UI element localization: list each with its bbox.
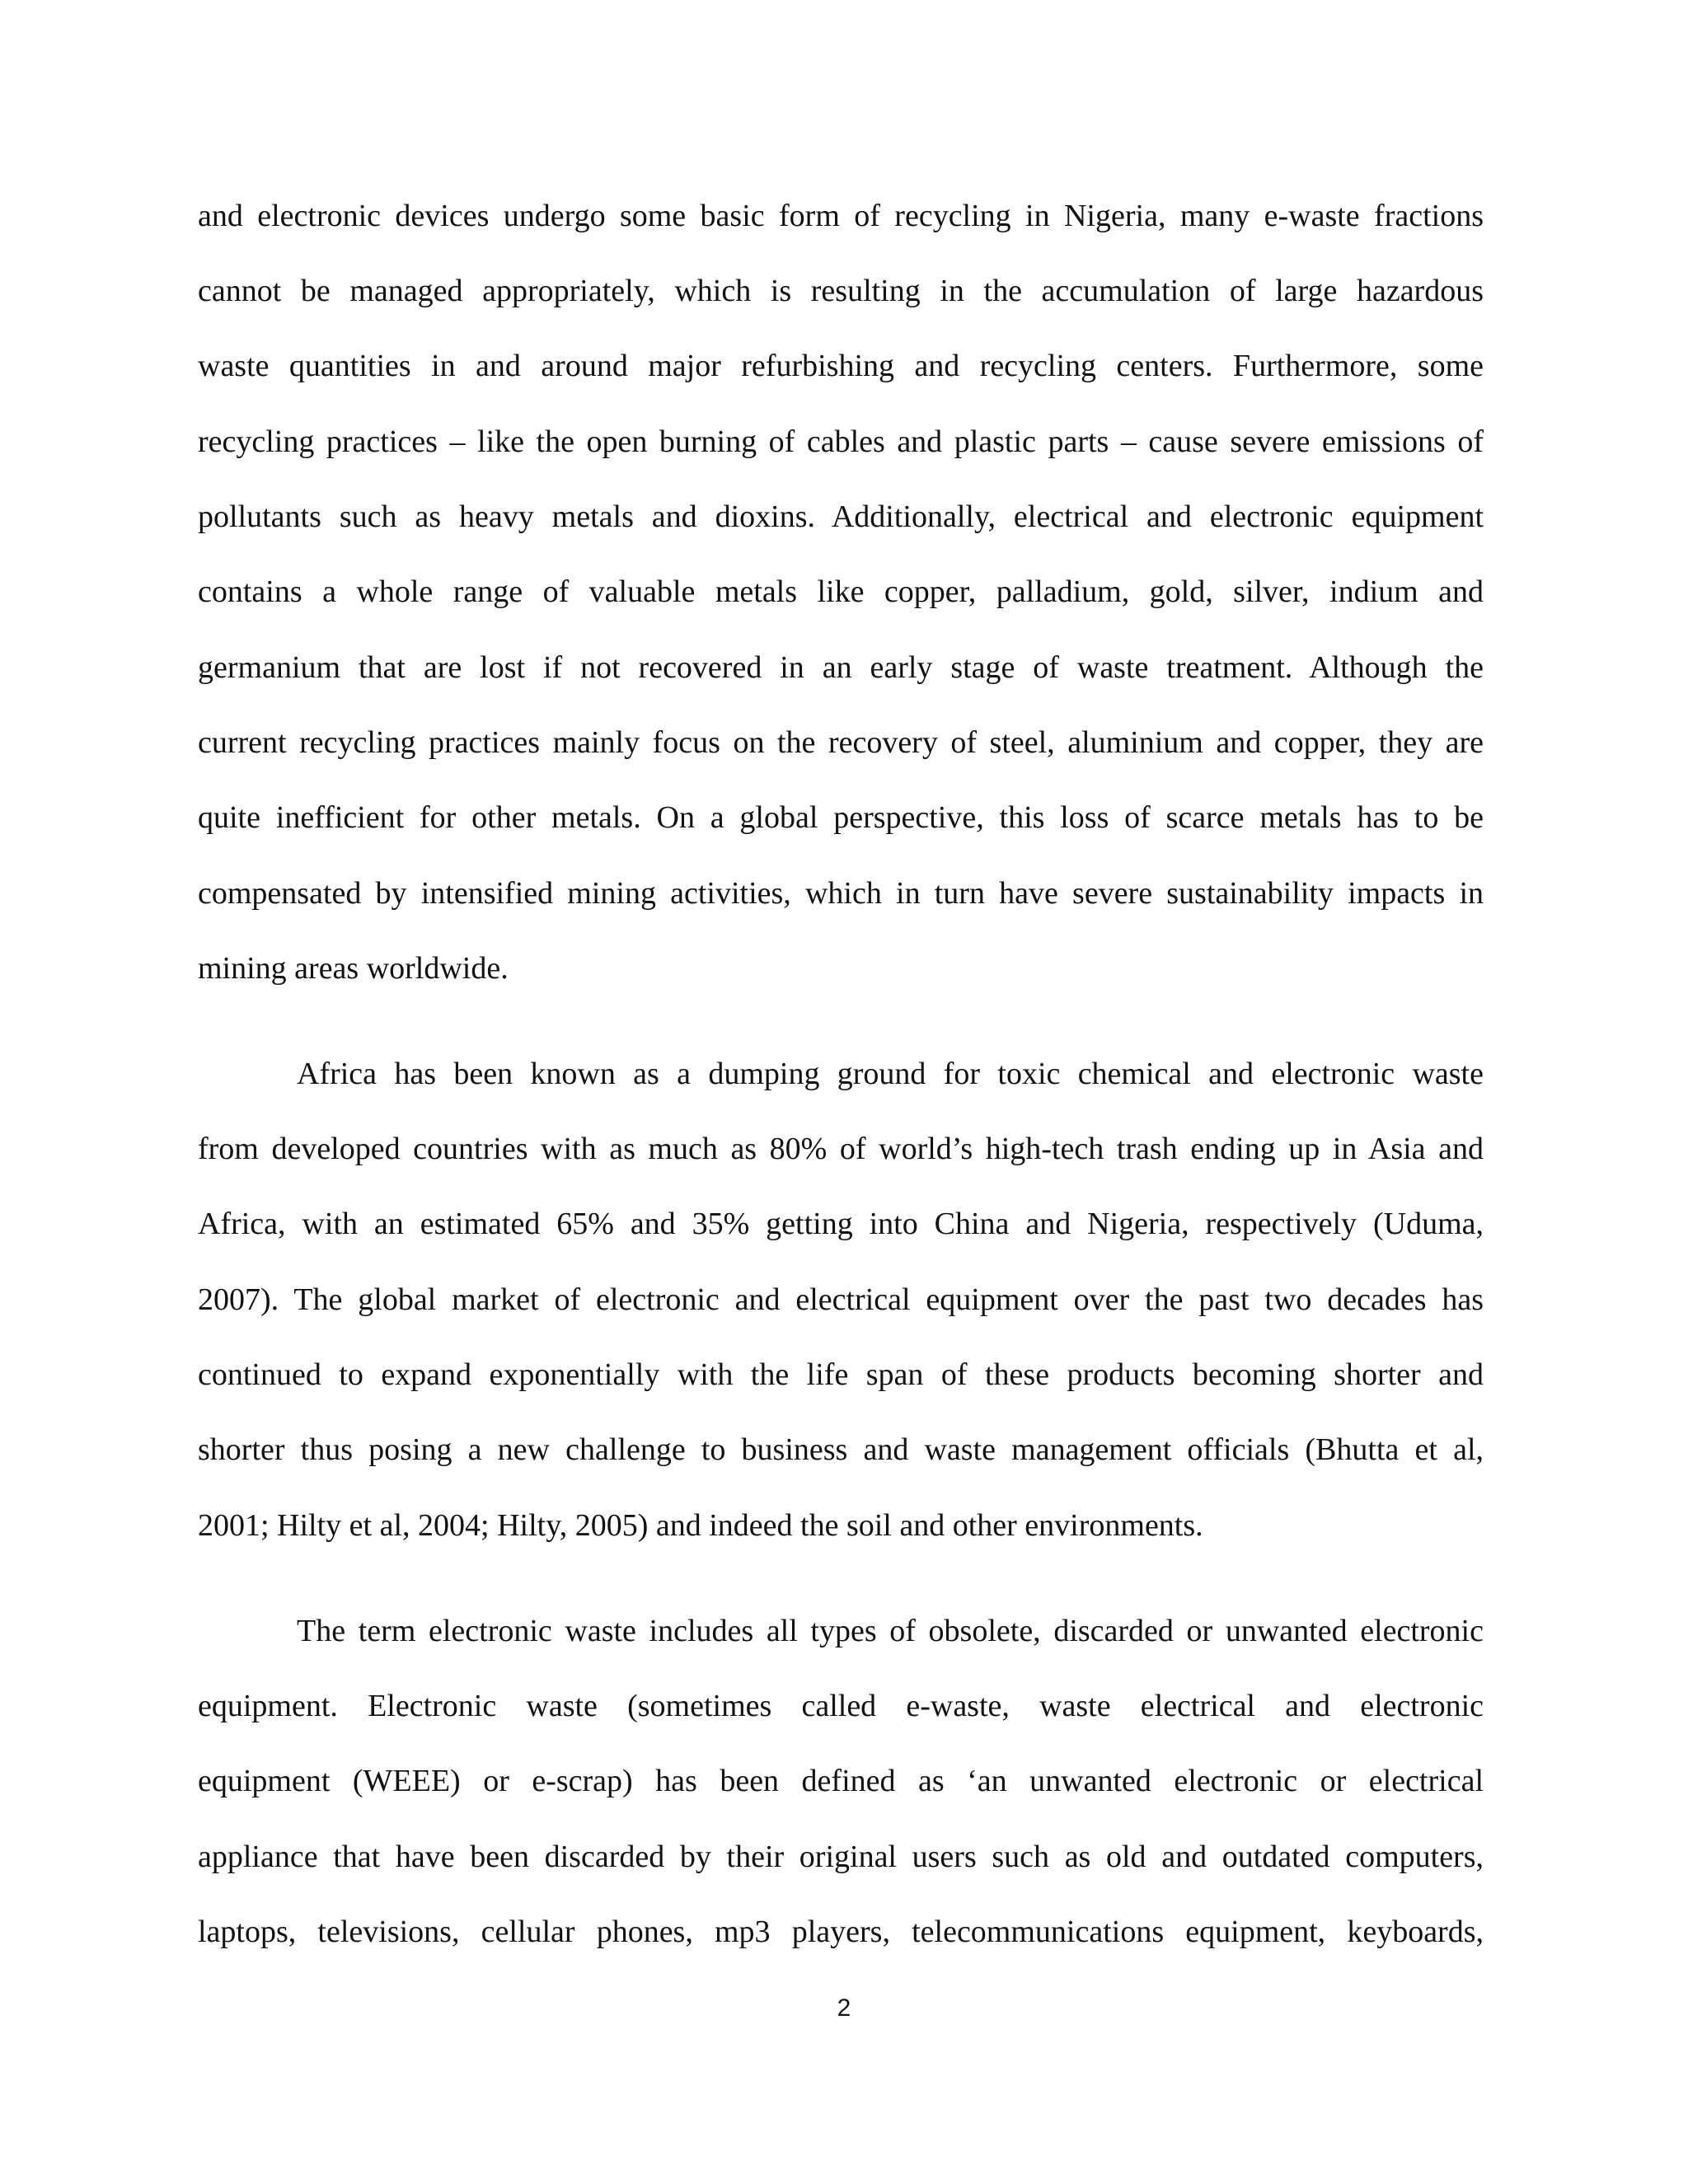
paragraph-1-line-9: quite inefficient for other metals. On a global perspective, this loss of scarce metals has to be [198, 800, 1484, 835]
paragraph-1-line-7: germanium that are lost if not recovered in an early stage of waste treatment. Although the [198, 650, 1484, 685]
paragraph-1-line-6: contains a whole range of valuable metals like copper, palladium, gold, silver, indium and [198, 574, 1484, 609]
paragraph-3-line-2: equipment. Electronic waste (sometimes called e-waste, waste electrical and electronic [198, 1689, 1484, 1723]
paragraph-1-line-2: cannot be managed appropriately, which is resulting in the accumulation of large hazardous [198, 274, 1484, 308]
paragraph-2-line-4: 2007). The global market of electronic and electrical equipment over the past two decades has [198, 1282, 1484, 1317]
paragraph-2-line-7: 2001; Hilty et al, 2004; Hilty, 2005) and indeed the soil and other environments. [198, 1508, 1203, 1543]
paragraph-3-line-4: appliance that have been discarded by their original users such as old and outdated computers, [198, 1840, 1484, 1874]
paragraph-3-line-3: equipment (WEEE) or e-scrap) has been defined as ‘an unwanted electronic or electrical [198, 1764, 1484, 1798]
paragraph-1-line-4: recycling practices – like the open burning of cables and plastic parts – cause severe emissions of [198, 424, 1484, 459]
paragraph-2-line-3: Africa, with an estimated 65% and 35% getting into China and Nigeria, respectively (Uduma, [198, 1207, 1484, 1241]
paragraph-1-line-1: and electronic devices undergo some basic form of recycling in Nigeria, many e-waste fractions [198, 199, 1484, 233]
paragraph-2-line-1: Africa has been known as a dumping ground for toxic chemical and electronic waste [297, 1057, 1484, 1091]
paragraph-1-line-8: current recycling practices mainly focus on the recovery of steel, aluminium and copper, they are [198, 725, 1484, 760]
paragraph-1-line-3: waste quantities in and around major refurbishing and recycling centers. Furthermore, some [198, 349, 1484, 383]
paragraph-3-line-1: The term electronic waste includes all types of obsolete, discarded or unwanted electronic [297, 1614, 1484, 1648]
paragraph-1-line-11: mining areas worldwide. [198, 951, 509, 986]
paragraph-1-line-10: compensated by intensified mining activities, which in turn have severe sustainability impacts in [198, 876, 1484, 911]
page-number: 2 [837, 1994, 851, 2022]
paragraph-2-line-2: from developed countries with as much as 80% of world’s high-tech trash ending up in Asia and [198, 1132, 1484, 1166]
paragraph-3-line-5: laptops, televisions, cellular phones, mp3 players, telecommunications equipment, keyboards, [198, 1915, 1484, 1949]
paragraph-2-line-6: shorter thus posing a new challenge to business and waste management officials (Bhutta et al, [198, 1432, 1484, 1467]
paragraph-1-line-5: pollutants such as heavy metals and dioxins. Additionally, electrical and electronic equipment [198, 499, 1484, 534]
paragraph-2-line-5: continued to expand exponentially with the life span of these products becoming shorter and [198, 1357, 1484, 1392]
